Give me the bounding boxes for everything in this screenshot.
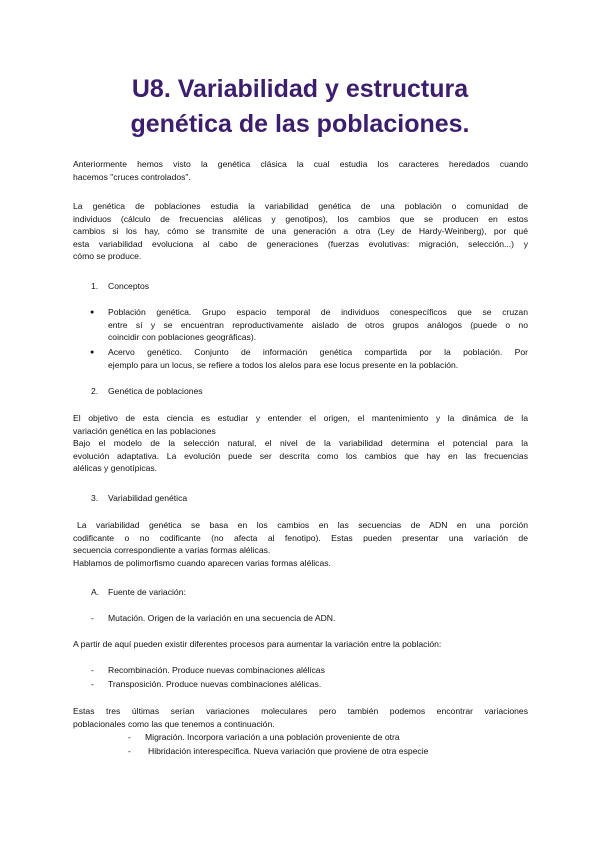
text-line: individuos (cálculo de frecuencias alélicas y genotipos), los cambios que se producen en estos	[73, 213, 528, 224]
text-line: Población genética. Grupo espacio temporal de individuos conespecíficos que se cruzan	[108, 307, 528, 317]
text-line: variación genética en las poblaciones	[73, 425, 216, 436]
text-line: La genética de poblaciones estudia la variabilidad genética de una población o comunidad de	[73, 201, 528, 211]
section-number: 2.	[91, 386, 99, 396]
text-line: El objetivo de esta ciencia es estudiar y entender el origen, el mantenimiento y la dinámica de la	[73, 413, 528, 423]
dash-marker: -	[91, 613, 94, 623]
processes-paragraph: A partir de aquí pueden existir diferentes procesos para aumentar la variación entre la población:	[73, 639, 442, 649]
variability-paragraph	[73, 519, 528, 569]
section-number: 3.	[91, 493, 99, 503]
text-line: alélicas y genotípicas.	[73, 463, 158, 473]
list-item-hibridacion: Hibridación interespecífica. Nueva variación que proviene de otra especie	[148, 746, 429, 756]
text-line: Bajo el modelo de la selección natural, el nivel de la variabilidad determina el potencial para la	[73, 438, 528, 448]
text-line: evolución adaptativa. La evolución puede ser descrita como los cambios que hay en las frecuencias	[73, 450, 528, 461]
section-heading-variabilidad: Variabilidad genética	[108, 493, 188, 503]
text-line: codificante o no codificante (no afecta al fenotipo). Estas pueden presentar una variación de	[73, 532, 528, 543]
bullet-icon: ●	[90, 309, 95, 316]
text-line: entre sí y se encuentran reproductivamente aislado de otros grupos análogos (puede o no	[108, 319, 528, 330]
list-item-transposicion: Transposición. Produce nuevas combinaciones alélicas.	[108, 679, 322, 689]
objective-paragraph	[73, 412, 528, 475]
section-heading-genetica-poblaciones: Genética de poblaciones	[108, 386, 203, 396]
text-line: poblacionales como las que tenemos a continuación.	[73, 718, 275, 729]
section-number: 1.	[91, 281, 99, 291]
text-line: secuencia correspondiente a varias formas alélicas.	[73, 545, 271, 555]
text-line: La variabilidad genética se basa en los cambios en las secuencias de ADN en una porción	[77, 520, 528, 530]
title-line-2: genética de las poblaciones.	[130, 110, 470, 138]
list-item-recombinacion: Recombinación. Produce nuevas combinaciones alélicas	[108, 665, 325, 675]
molecular-variation-paragraph	[73, 705, 528, 730]
text-line: Hablamos de polimorfismo cuando aparecen varias formas alélicas.	[73, 557, 331, 568]
dash-marker: -	[128, 746, 131, 756]
text-line: esta variabilidad evoluciona al cabo de generaciones (fuerzas evolutivas: migración, selección...) y	[73, 238, 528, 249]
section-heading-conceptos: Conceptos	[108, 281, 150, 291]
text-line: Acervo genético. Conjunto de información genética compartida por la población. Por	[108, 347, 528, 357]
population-genetics-paragraph	[73, 200, 528, 263]
bullet-icon: ●	[90, 349, 95, 356]
text-line: Estas tres últimas serían variaciones moleculares pero también podemos encontrar variaciones	[73, 706, 528, 716]
text-line: cómo se produce.	[73, 251, 142, 261]
dash-marker: -	[128, 732, 131, 742]
text-line: ejemplo para un locus, se refiere a todos los alelos para ese locus presente en la población.	[108, 359, 459, 370]
section-heading-fuente-variacion: Fuente de variación:	[108, 587, 186, 597]
intro-paragraph	[73, 158, 528, 183]
text-line: coincidir con poblaciones geográficas).	[108, 332, 257, 342]
list-item-migracion: Migración. Incorpora variación a una población proveniente de otra	[145, 732, 400, 742]
text-line: Anteriormente hemos visto la genética clásica la cual estudia los caracteres heredados cuando	[73, 159, 528, 169]
title-line-1: U8. Variabilidad y estructura	[131, 75, 469, 103]
dash-marker: -	[91, 679, 94, 689]
page-title	[0, 72, 600, 142]
text-line: cambios si los hay, cómo se transmite de una generación a otra (Ley de Hardy-Weinberg), por qué	[73, 226, 528, 236]
list-item-mutacion: Mutación. Origen de la variación en una secuencia de ADN.	[108, 613, 336, 623]
text-line: hacemos "cruces controlados".	[73, 171, 191, 182]
bullet-item-poblacion-genetica	[108, 306, 528, 344]
dash-marker: -	[91, 665, 94, 675]
section-letter: A.	[91, 587, 100, 597]
bullet-item-acervo-genetico	[108, 346, 528, 371]
